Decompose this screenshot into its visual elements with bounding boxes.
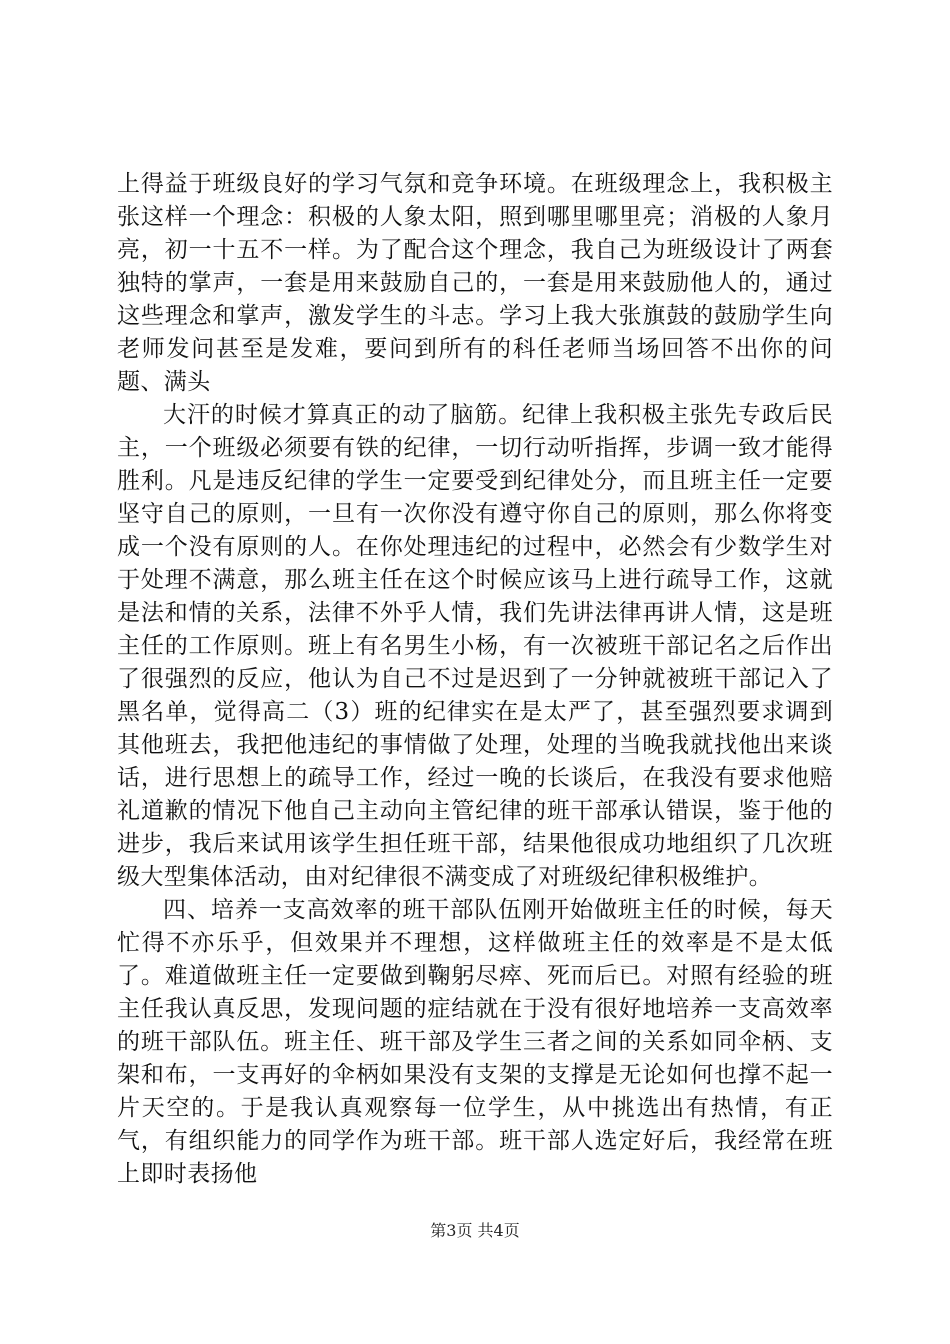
paragraph-3: 四、培养一支高效率的班干部队伍刚开始做班主任的时候，每天忙得不亦乐乎，但效果并不理想，这样做班主任的效率是不是太低了。难道做班主任一定要做到鞠躬尽瘁、死而后已。对照有经验的班主任我认真反思，发现问题的症结就在于没有很好地培养一支高效率的班干部队伍。班主任、班干部及学生三者之间的关系如同伞柄、支架和布，一支再好的伞柄如果没有支架的支撑是无论如何也撑不起一片天空的。于是我认真观察每一位学生，从中挑选出有热情，有正气，有组织能力的同学作为班干部。班干部人选定好后，我经常在班上即时表扬他 — [117, 897, 833, 1187]
paragraph-1: 上得益于班级良好的学习气氛和竞争环境。在班级理念上，我积极主张这样一个理念：积极的人象太阳，照到哪里哪里亮；消极的人象月亮，初一十五不一样。为了配合这个理念，我自己为班级设计了两套独特的掌声，一套是用来鼓励自己的，一套是用来鼓励他人的，通过这些理念和掌声，激发学生的斗志。学习上我大张旗鼓的鼓励学生向老师发问甚至是发难，要问到所有的科任老师当场回答不出你的问题、满头 — [117, 171, 833, 395]
page-footer: 第3页 共4页 — [430, 1221, 520, 1240]
paragraph-2: 大汗的时候才算真正的动了脑筋。纪律上我积极主张先专政后民主，一个班级必须要有铁的纪律，一切行动听指挥，步调一致才能得胜利。凡是违反纪律的学生一定要受到纪律处分，而且班主任一定要坚守自己的原则，一旦有一次你没有遵守你自己的原则，那么你将变成一个没有原则的人。在你处理违纪的过程中，必然会有少数学生对于处理不满意，那么班主任在这个时候应该马上进行疏导工作，这就是法和情的关系，法律不外乎人情，我们先讲法律再讲人情，这是班主任的工作原则。班上有名男生小杨，有一次被班干部记名之后作出了很强烈的反应，他认为自己不过是迟到了一分钟就被班干部记入了黑名单，觉得高二（3）班的纪律实在是太严了，甚至强烈要求调到其他班去，我把他违纪的事情做了处理，处理的当晚我就找他出来谈话，进行思想上的疏导工作，经过一晚的长谈后，在我没有要求他赔礼道歉的情况下他自己主动向主管纪律的班干部承认错误，鉴于他的进步，我后来试用该学生担任班干部，结果他很成功地组织了几次班级大型集体活动，由对纪律很不满变成了对班级纪律积极维护。 — [117, 402, 833, 890]
document-body — [117, 168, 833, 1191]
